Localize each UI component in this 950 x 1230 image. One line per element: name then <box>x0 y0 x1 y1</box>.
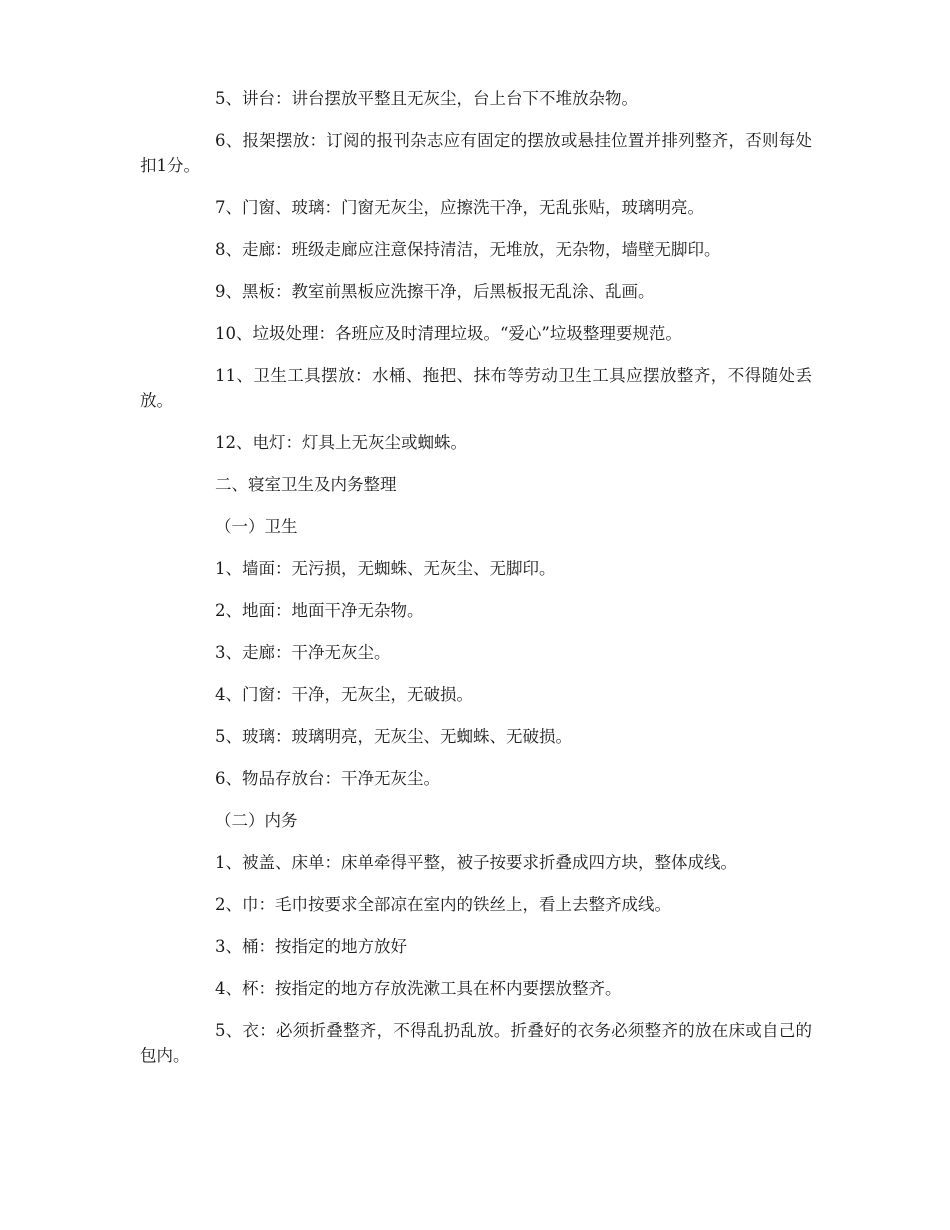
document-page <box>140 86 812 1085</box>
paragraph: 7、门窗、玻璃：门窗无灰尘，应擦洗干净，无乱张贴，玻璃明亮。 <box>215 198 704 217</box>
paragraph: 4、门窗：干净，无灰尘，无破损。 <box>215 685 473 704</box>
paragraph: 9、黑板：教室前黑板应洗擦干净，后黑板报无乱涂、乱画。 <box>215 282 655 301</box>
paragraph: 11、卫生工具摆放：水桶、拖把、抹布等劳动卫生工具应摆放整齐，不得随处丢放。 <box>140 366 812 410</box>
paragraph: 5、衣：必须折叠整齐，不得乱扔乱放。折叠好的衣务必须整齐的放在床或自己的包内。 <box>140 1021 812 1065</box>
paragraph: 8、走廊：班级走廊应注意保持清洁，无堆放，无杂物，墙壁无脚印。 <box>215 240 721 259</box>
paragraph: 2、地面：地面干净无杂物。 <box>215 601 424 620</box>
subsection-heading: （一）卫生 <box>215 517 298 536</box>
paragraph: 5、讲台：讲台摆放平整且无灰尘，台上台下不堆放杂物。 <box>215 89 638 108</box>
paragraph: 1、墙面：无污损，无蜘蛛、无灰尘、无脚印。 <box>215 559 556 578</box>
subsection-heading: （二）内务 <box>215 811 298 830</box>
paragraph: 10、垃圾处理：各班应及时清理垃圾。“爱心”垃圾整理要规范。 <box>215 324 682 343</box>
paragraph: 6、报架摆放：订阅的报刊杂志应有固定的摆放或悬挂位置并排列整齐，否则每处扣1分。 <box>140 131 812 175</box>
paragraph: 6、物品存放台：干净无灰尘。 <box>215 769 440 788</box>
paragraph: 3、走廊：干净无灰尘。 <box>215 643 391 662</box>
paragraph: 3、桶：按指定的地方放好 <box>215 937 407 956</box>
section-heading: 二、寝室卫生及内务整理 <box>215 475 397 494</box>
paragraph: 4、杯：按指定的地方存放洗漱工具在杯内要摆放整齐。 <box>215 979 622 998</box>
paragraph: 5、玻璃：玻璃明亮，无灰尘、无蜘蛛、无破损。 <box>215 727 572 746</box>
paragraph: 1、被盖、床单：床单牵得平整，被子按要求折叠成四方块，整体成线。 <box>215 853 737 872</box>
paragraph: 12、电灯：灯具上无灰尘或蜘蛛。 <box>215 433 467 452</box>
paragraph: 2、巾：毛巾按要求全部凉在室内的铁丝上，看上去整齐成线。 <box>215 895 671 914</box>
